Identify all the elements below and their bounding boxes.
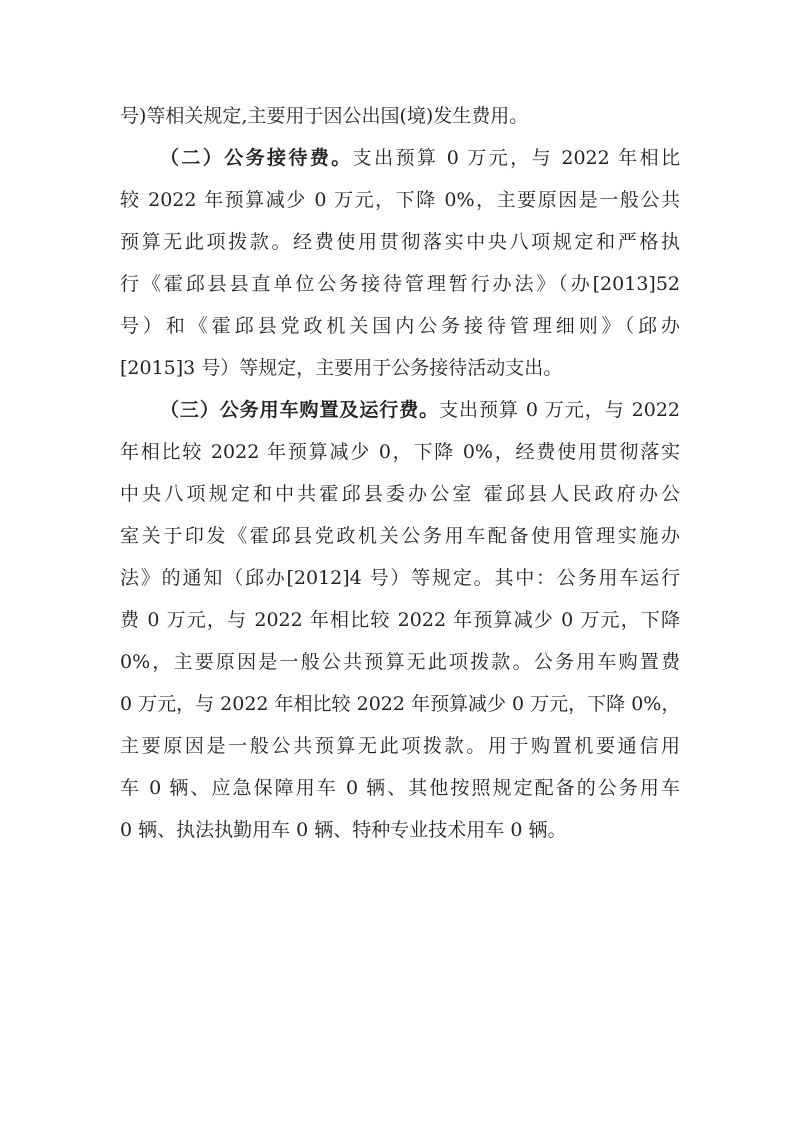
vehicles-line: 主要原因是一般公共预算无此项拨款。用于购置机要通信用 <box>120 735 680 757</box>
reception-line: 支出预算 0 万元，与 2022 年相比 <box>352 147 680 169</box>
reception-line: 较 2022 年预算减少 0 万元，下降 0%，主要原因是一般公共 <box>120 189 680 211</box>
reception-line: 号）和《霍邱县党政机关国内公务接待管理细则》（邱办 <box>120 315 680 337</box>
vehicles-line: 0 辆、执法执勤用车 0 辆、特种专业技术用车 0 辆。 <box>120 819 567 841</box>
intro-tail-line: 号)等相关规定,主要用于因公出国(境)发生费用。 <box>120 105 529 127</box>
reception-heading: （二）公务接待费。 <box>160 147 353 169</box>
reception-line: [2015]3 号）等规定，主要用于公务接待活动支出。 <box>120 357 563 379</box>
vehicles-line: 年相比较 2022 年预算减少 0，下降 0%，经费使用贯彻落实 <box>120 441 680 463</box>
reception-line: 预算无此项拨款。经费使用贯彻落实中央八项规定和严格执 <box>120 231 680 253</box>
vehicles-line: 费 0 万元，与 2022 年相比较 2022 年预算减少 0 万元，下降 <box>120 609 680 631</box>
vehicles-line: 0 万元，与 2022 年相比较 2022 年预算减少 0 万元，下降 0%， <box>120 693 681 715</box>
vehicles-line: 车 0 辆、应急保障用车 0 辆、其他按照规定配备的公务用车 <box>120 777 680 799</box>
vehicles-heading: （三）公务用车购置及运行费。 <box>160 399 440 421</box>
reception-first-line <box>160 140 680 176</box>
reception-line: 行《霍邱县县直单位公务接待管理暂行办法》（办[2013]52 <box>120 273 680 295</box>
vehicles-line: 室关于印发《霍邱县党政机关公务用车配备使用管理实施办 <box>120 525 680 547</box>
vehicles-line: 0%，主要原因是一般公共预算无此项拨款。公务用车购置费 <box>120 651 680 673</box>
vehicles-line: 中央八项规定和中共霍邱县委办公室 霍邱县人民政府办公 <box>120 483 680 505</box>
vehicles-first-line <box>160 392 680 428</box>
vehicles-line: 法》的通知（邱办[2012]4 号）等规定。其中：公务用车运行 <box>120 567 680 589</box>
vehicles-line: 支出预算 0 万元，与 2022 <box>439 399 680 421</box>
